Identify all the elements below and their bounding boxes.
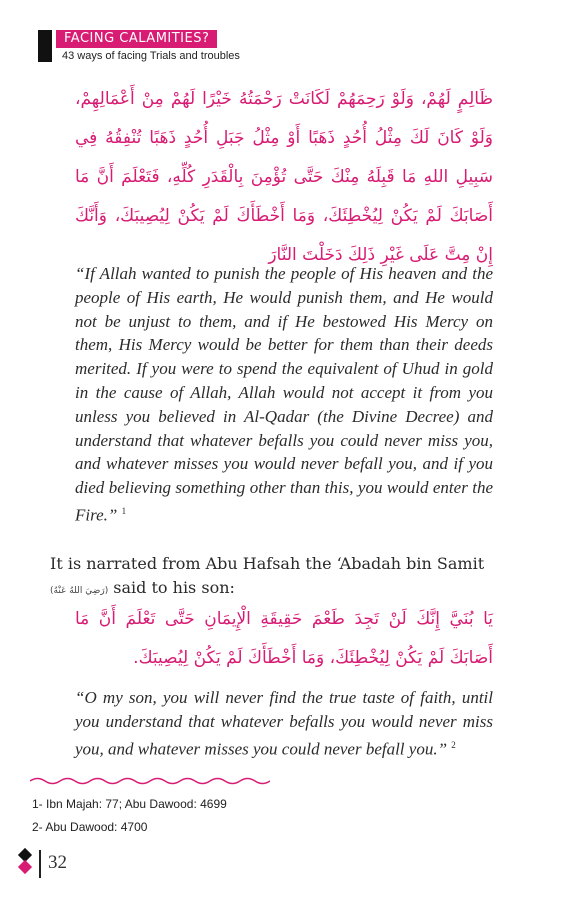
book-subtitle: 43 ways of facing Trials and troubles [62, 50, 240, 62]
footnote-1: 1- Ibn Majah: 77; Abu Dawood: 4699 [32, 797, 227, 811]
footnote-ref-1[interactable]: 1 [121, 505, 127, 516]
wavy-divider [30, 776, 270, 786]
page-number: 32 [48, 852, 67, 873]
footnote-2: 2- Abu Dawood: 4700 [32, 820, 148, 834]
book-title: FACING CALAMITIES? [56, 30, 217, 48]
arabic-passage-2: يَا بُنَيَّ إِنَّكَ لَنْ تَجِدَ طَعْمَ حَقِيقَةِ الْإِيمَانِ حَتَّى تَعْلَمَ أَنَّ مَا أَصَابَكَ لَمْ يَكُنْ لِيُخْطِئَكَ، وَمَا أَخْطَأَكَ لَمْ يَكُنْ لِيُصِيبَكَ. [75, 609, 493, 668]
translation-text: “O my son, you will never find the true taste of faith, until you understand that whatever befalls you would never miss you, and whatever misses you could never befall you.” [75, 688, 493, 759]
header-marker [38, 30, 52, 62]
narration-text-2: said to his son: [108, 578, 235, 597]
diamond-icon-pink [18, 860, 32, 874]
translation-passage-1 [75, 262, 493, 527]
arabic-passage-1: ظَالِمٍ لَهُمْ، وَلَوْ رَحِمَهُمْ لَكَانَتْ رَحْمَتُهُ خَيْرًا لَهُمْ مِنْ أَعْمَالِهِمْ، وَلَوْ كَانَ لَكَ مِثْلُ أُحُدٍ ذَهَبًا أَوْ مِثْلُ جَبَلِ أُحُدٍ ذَهَبًا تُنْفِقُهُ فِي سَبِيلِ اللهِ مَا قَبِلَهُ مِنْكَ حَتَّى تُؤْمِنَ بِالْقَدَرِ كُلِّهِ، فَتَعْلَمَ أَنَّ مَا أَصَابَكَ لَمْ يَكُنْ لِيُخْطِئَكَ، وَمَا أَخْطَأَكَ لَمْ يَكُنْ لِيُصِيبَكَ، وَأَنَّكَ إِنْ مِتَّ عَلَى غَيْرِ ذَلِكَ دَخَلْتَ النَّارَ [75, 89, 493, 265]
translation-passage-2 [75, 686, 493, 761]
page-number-rule [39, 850, 41, 878]
honorific-icon: (رَضِيَ اللهُ عَنْهُ) [50, 586, 109, 596]
translation-text: “If Allah wanted to punish the people of His heaven and the people of His earth, He would punish them, and He would not be unjust to them, and if He bestowed His Mercy on them, His Mercy would be better for them than their deeds merited. If you were to spend the equivalent of Uhud in gold in the cause of Allah, Allah would not accept it from you unless you believed in Al-Qadar (the Divine Decree) and understand that whatever befalls you could never miss you, and whatever misses you would never befall you, and if you died believing something other than this, you would enter the Fire.” [75, 264, 493, 525]
footnote-ref-2[interactable]: 2 [451, 739, 456, 750]
narration-text: It is narrated from Abu Hafsah the ‘Abadah bin Samit [50, 554, 485, 573]
narration-intro [50, 552, 520, 603]
